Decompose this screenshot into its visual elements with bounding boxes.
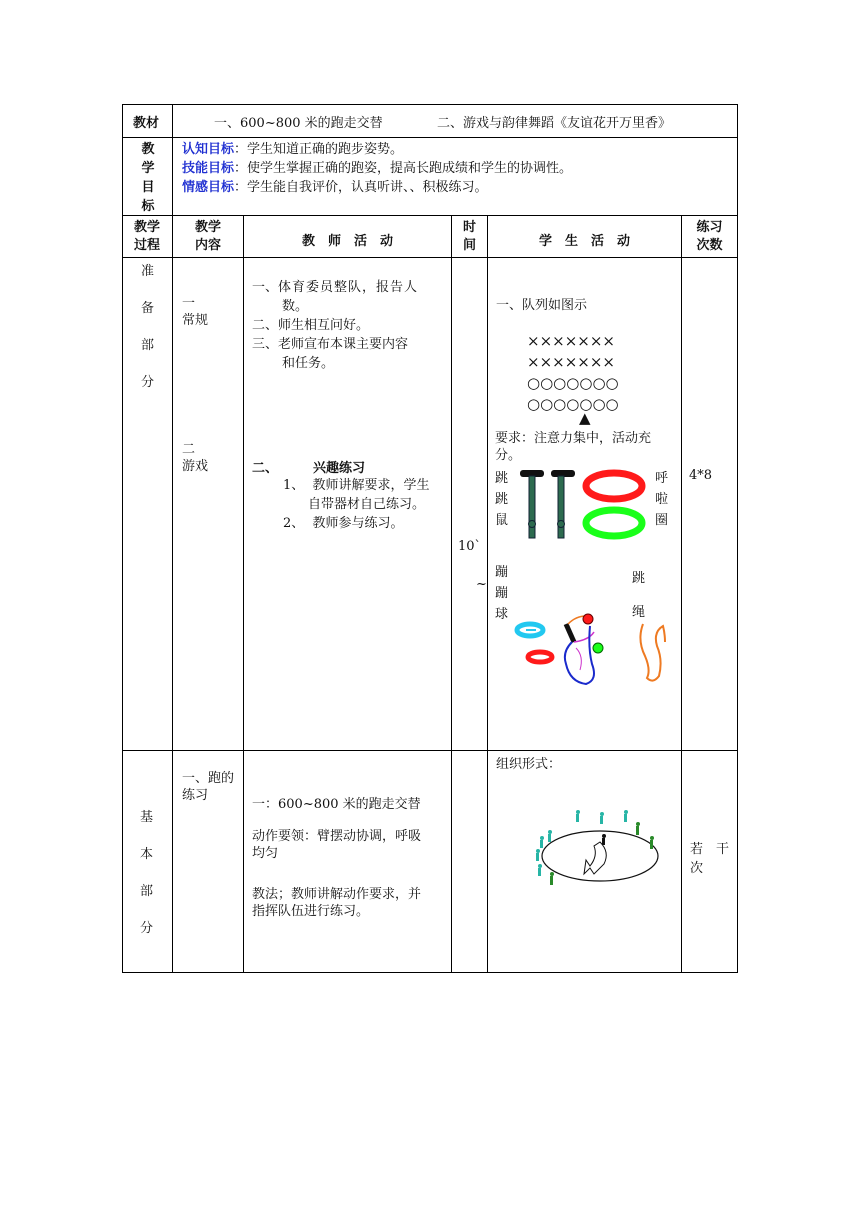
prep-teacher-list bbox=[252, 278, 448, 373]
prep-practice-count: 4*8 bbox=[689, 468, 713, 483]
label-jump-rope: 跳 绳 bbox=[632, 571, 646, 620]
bounce-ball-icon bbox=[514, 612, 609, 688]
col-header-teacher: 教 师 活 动 bbox=[301, 234, 393, 249]
basic-teacher-points: 动作要领：臂摆动协调，呼吸 均匀 bbox=[252, 829, 422, 861]
interest-title: 兴趣练习 bbox=[313, 461, 366, 476]
basic-teacher-title: 一：600~800 米的跑走交替 bbox=[252, 797, 421, 812]
row-divider-prep bbox=[122, 750, 738, 751]
label-jump-mouse: 跳 跳 鼠 bbox=[495, 471, 509, 528]
list-item: 一、体育委员整队，报告人 bbox=[252, 280, 419, 295]
label-bounce-ball: 蹦 蹦 球 bbox=[495, 565, 509, 622]
basic-teacher-method: 教法；教师讲解动作要求，并 指挥队伍进行练习。 bbox=[252, 887, 422, 919]
goal-tag: 情感目标 bbox=[182, 180, 235, 195]
table-border-left bbox=[122, 104, 123, 973]
col-divider-1 bbox=[172, 104, 173, 973]
col-header-process: 教学 过程 bbox=[133, 220, 160, 253]
label-hula-hoop: 呼 啦 圈 bbox=[655, 471, 669, 528]
header-content-2: 二、游戏与韵律舞蹈《友谊花开万里香》 bbox=[437, 116, 672, 131]
list-item: 三、老师宣布本课主要内容 bbox=[252, 337, 409, 352]
list-item: 数。 bbox=[282, 299, 309, 314]
table-border-right bbox=[737, 104, 738, 973]
goal-cognitive: 认知目标：学生知道正确的跑步姿势。 bbox=[182, 142, 404, 157]
basic-student-title: 组织形式： bbox=[496, 757, 562, 772]
col-divider-2 bbox=[243, 215, 244, 973]
formation bbox=[527, 331, 619, 415]
prep-content-game: 二 游戏 bbox=[182, 442, 209, 474]
formation-row: ○○○○○○○ bbox=[527, 395, 619, 413]
basic-content: 一、跑的 练习 bbox=[182, 771, 235, 803]
goals-label: 教 学 目 标 bbox=[141, 142, 155, 214]
list-item: 和任务。 bbox=[282, 356, 335, 371]
goal-skill: 技能目标：使学生掌握正确的跑姿，提高长跑成绩和学生的协调性。 bbox=[182, 161, 573, 176]
col-header-content: 教学 内容 bbox=[194, 220, 221, 253]
prep-time: 10` bbox=[458, 539, 482, 554]
list-item: 自带器材自己练习。 bbox=[308, 497, 426, 512]
goal-tag: 认知目标 bbox=[182, 142, 235, 157]
interest-list bbox=[283, 476, 448, 533]
col-divider-5 bbox=[681, 215, 682, 973]
prep-requirement: 要求：注意力集中，活动充 分。 bbox=[495, 431, 652, 463]
jump-mouse-icon bbox=[518, 468, 578, 543]
list-item: 2、 教师参与练习。 bbox=[283, 516, 404, 531]
row-divider-header bbox=[122, 137, 738, 138]
row-divider-columns bbox=[122, 257, 738, 258]
teacher-marker: ▲ bbox=[579, 409, 591, 427]
col-header-count: 练习 次数 bbox=[696, 220, 723, 253]
table-border-top bbox=[122, 104, 738, 105]
row-divider-goals bbox=[122, 215, 738, 216]
formation-row: ○○○○○○○ bbox=[527, 374, 619, 392]
basic-practice-count: 若 干 次 bbox=[690, 842, 730, 876]
running-track-icon bbox=[528, 808, 668, 893]
interest-num: 二、 bbox=[252, 461, 279, 476]
prep-content-routine: 一 常规 bbox=[182, 296, 209, 328]
jump-rope-icon bbox=[635, 620, 675, 684]
hula-hoop-icon bbox=[582, 469, 648, 541]
col-header-time: 时 间 bbox=[462, 220, 476, 253]
header-content-1: 一、600~800 米的跑走交替 bbox=[214, 116, 383, 131]
col-divider-3 bbox=[451, 215, 452, 973]
prep-student-title: 一、队列如图示 bbox=[496, 298, 588, 313]
list-item: 1、 教师讲解要求，学生 bbox=[283, 478, 430, 493]
col-header-student: 学 生 活 动 bbox=[538, 234, 630, 249]
table-border-bottom bbox=[122, 972, 738, 973]
formation-row: ××××××× bbox=[527, 332, 615, 350]
goal-tag: 技能目标 bbox=[182, 161, 235, 176]
goal-emotional: 情感目标：学生能自我评价，认真听讲、、积极练习。 bbox=[182, 180, 488, 195]
list-item: 二、师生相互问好。 bbox=[252, 318, 370, 333]
prep-time-tilde: ~ bbox=[476, 577, 487, 592]
formation-row: ××××××× bbox=[527, 353, 615, 371]
col-divider-4 bbox=[487, 215, 488, 973]
header-label: 教材 bbox=[133, 116, 160, 131]
